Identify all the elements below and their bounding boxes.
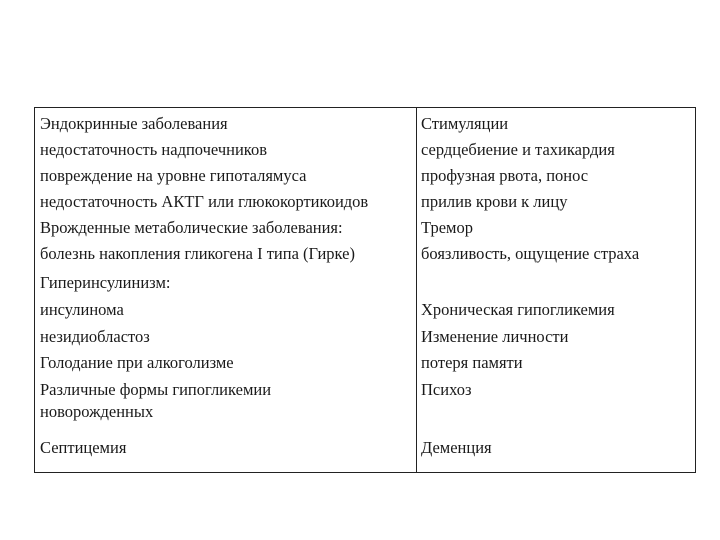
right-line-7: Хроническая гипогликемия xyxy=(421,300,615,319)
left-line-6: болезнь накопления гликогена I типа (Гирке) xyxy=(40,244,355,263)
right-line-1: Стимуляции xyxy=(421,114,509,133)
column-divider xyxy=(416,108,417,472)
left-line-12: новорожденных xyxy=(40,402,154,421)
left-line-3: повреждение на уровне гипоталямуса xyxy=(40,166,307,185)
right-line-10: Психоз xyxy=(421,380,472,399)
two-column-table xyxy=(34,107,696,473)
right-line-4: прилив крови к лицу xyxy=(421,192,568,211)
right-line-5: Тремор xyxy=(421,218,473,237)
right-line-8: Изменение личности xyxy=(421,327,569,346)
left-line-2: недостаточность надпочечников xyxy=(40,140,268,159)
left-line-13: Септицемия xyxy=(40,438,127,457)
right-line-2: сердцебиение и тахикардия xyxy=(421,140,615,159)
left-line-1: Эндокринные заболевания xyxy=(40,114,228,133)
left-line-10: Голодание при алкоголизме xyxy=(40,353,234,372)
right-line-9: потеря памяти xyxy=(421,353,523,372)
left-line-8: инсулинома xyxy=(40,300,124,319)
left-line-11: Различные формы гипогликемии xyxy=(40,380,272,399)
left-line-4: недостаточность АКТГ или глюкокортикоидов xyxy=(40,192,369,211)
left-line-9: незидиобластоз xyxy=(40,327,150,346)
right-line-11: Деменция xyxy=(421,438,492,457)
left-line-5: Врожденные метаболические заболевания: xyxy=(40,218,343,237)
right-line-3: профузная рвота, понос xyxy=(421,166,589,185)
left-line-7: Гиперинсулинизм: xyxy=(40,273,171,292)
right-line-6: боязливость, ощущение страха xyxy=(421,244,640,263)
